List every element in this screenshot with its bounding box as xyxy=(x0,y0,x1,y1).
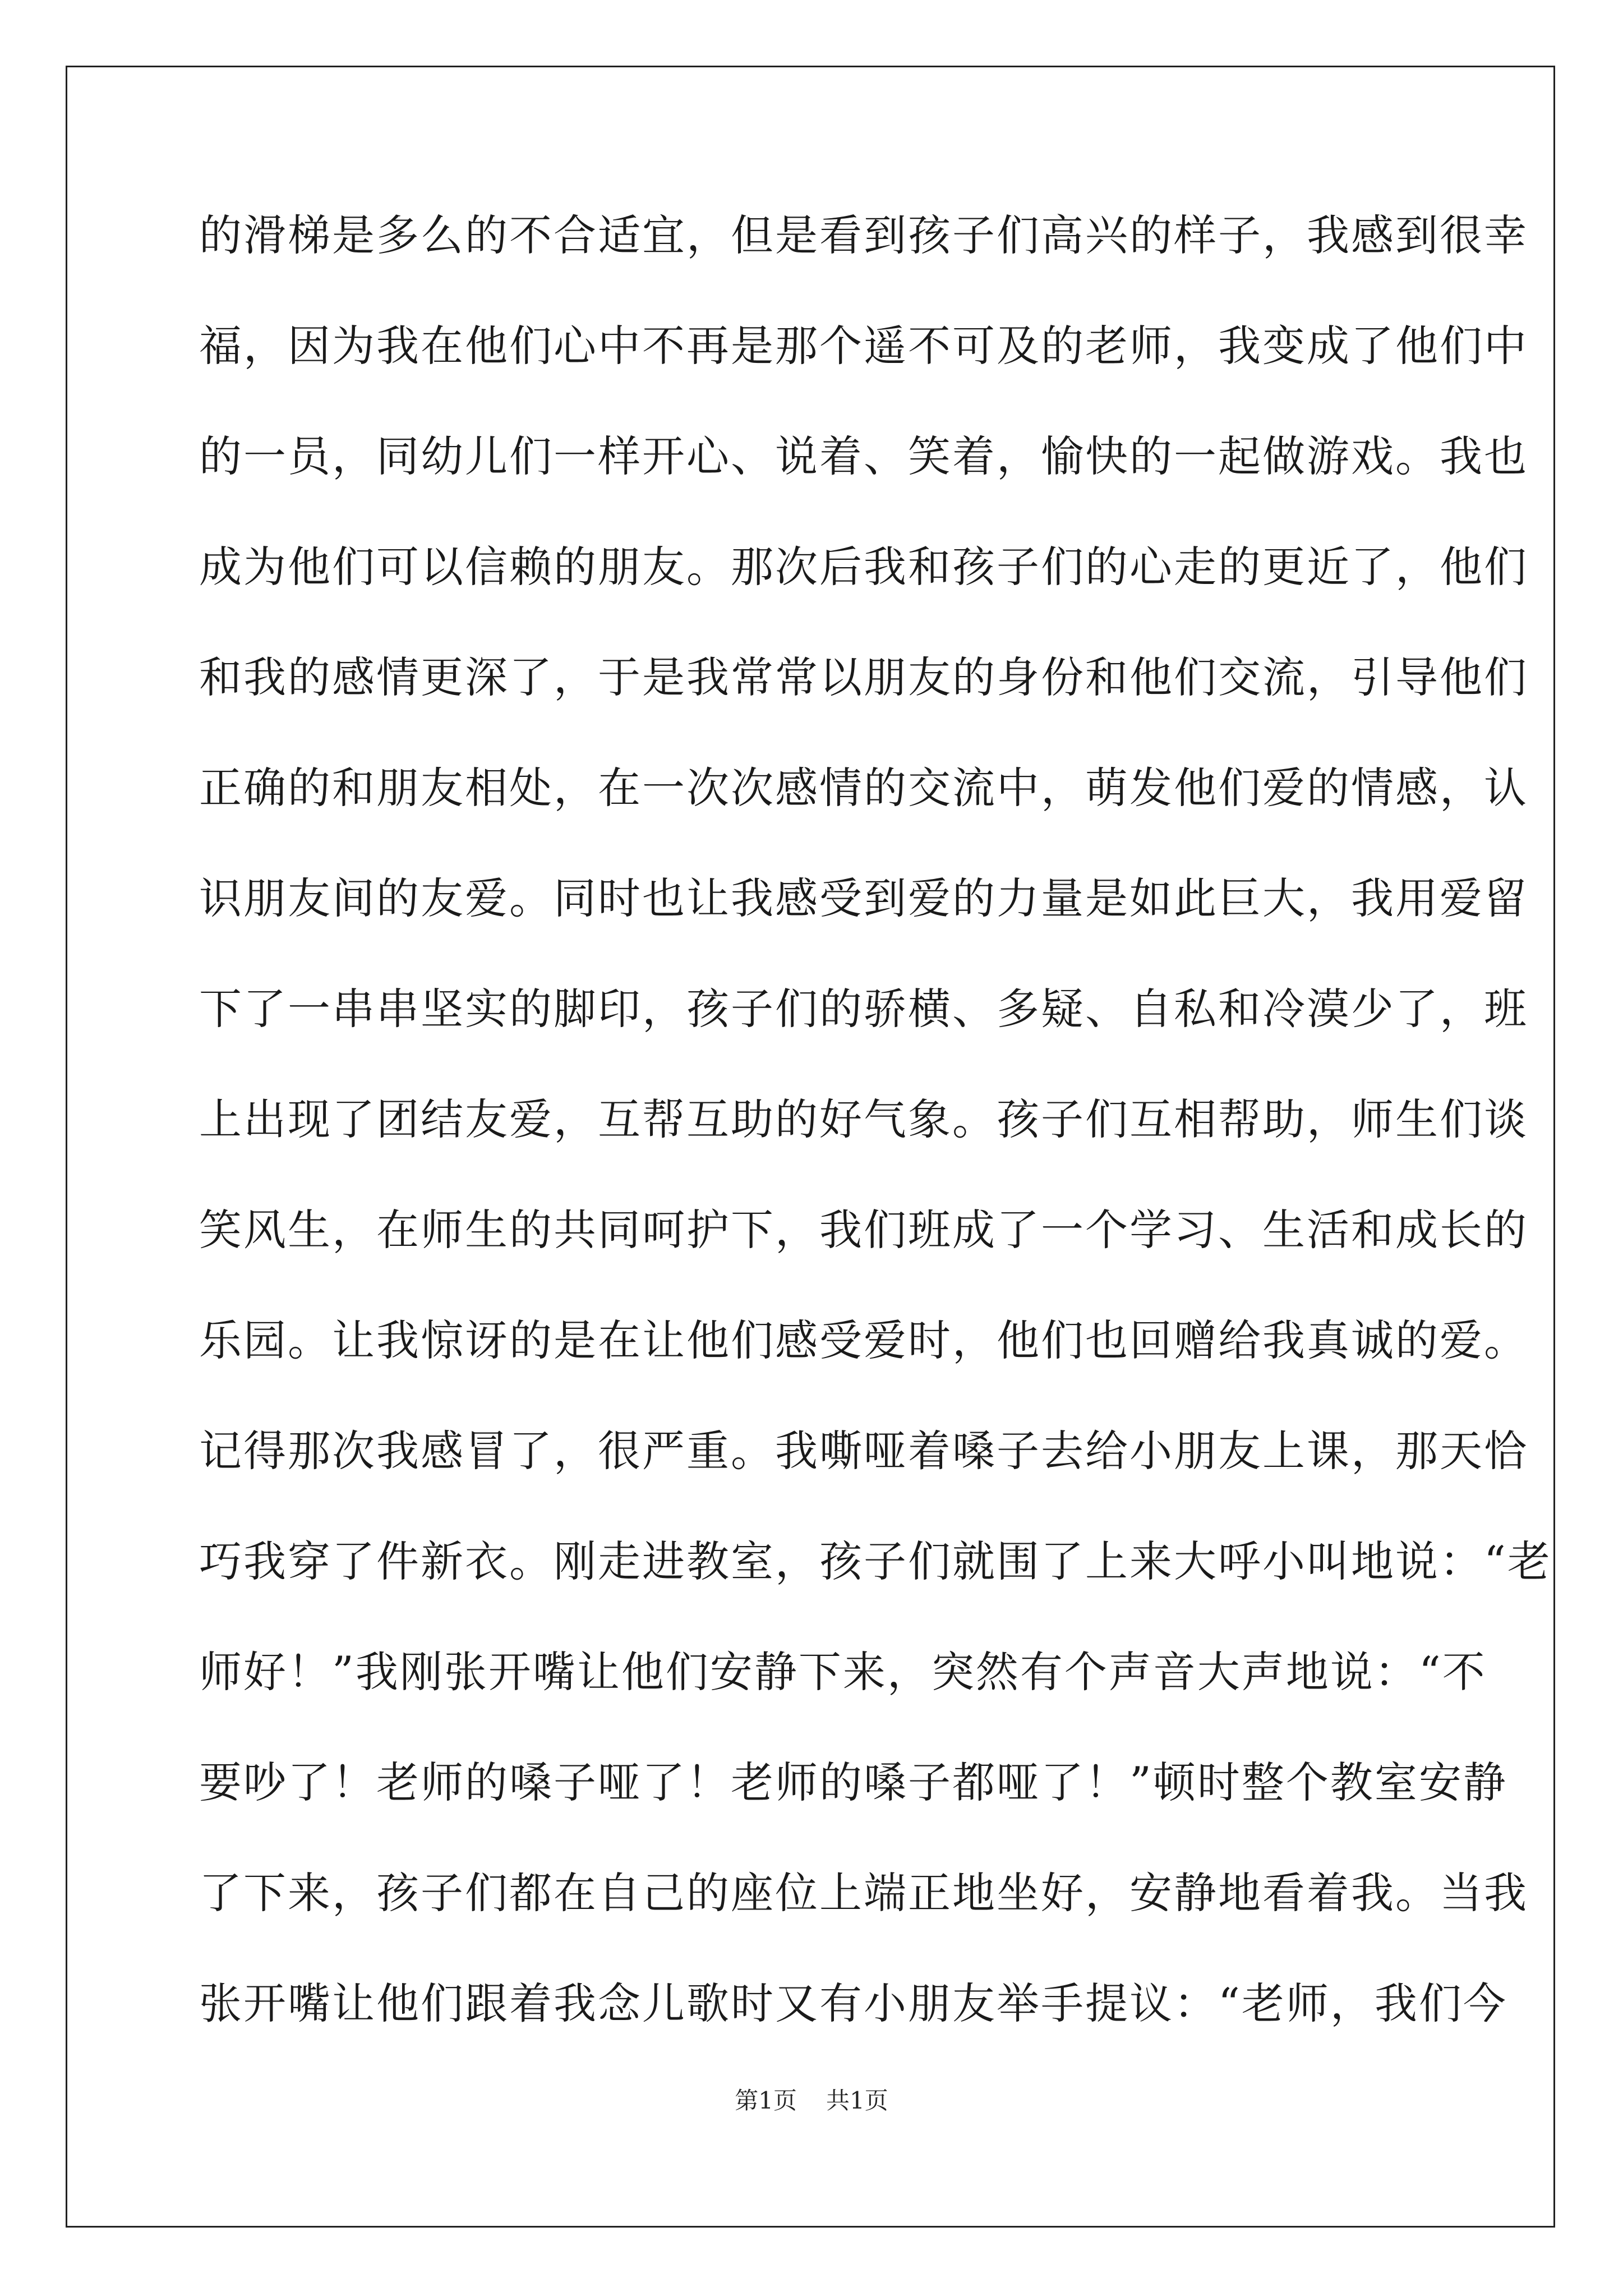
text-line: 的一员，同幼儿们一样开心、说着、笑着，愉快的一起做游戏。我也 xyxy=(199,431,1528,481)
text-line: 下了一串串坚实的脚印，孩子们的骄横、多疑、自私和冷漠少了，班 xyxy=(199,984,1528,1034)
text-line: 识朋友间的友爱。同时也让我感受到爱的力量是如此巨大，我用爱留 xyxy=(199,873,1528,923)
text-line: 成为他们可以信赖的朋友。那次后我和孩子们的心走的更近了，他们 xyxy=(199,542,1528,592)
text-line: 要吵了！老师的嗓子哑了！老师的嗓子都哑了！”顿时整个教室安静 xyxy=(199,1757,1507,1807)
body-text xyxy=(199,202,1552,2081)
text-line: 正确的和朋友相处，在一次次感情的交流中，萌发他们爱的情感，认 xyxy=(199,763,1528,813)
text-line: 和我的感情更深了，于是我常常以朋友的身份和他们交流，引导他们 xyxy=(199,652,1528,702)
text-line: 乐园。让我惊讶的是在让他们感受爱时，他们也回赠给我真诚的爱。 xyxy=(199,1315,1528,1365)
page-number-total: 共1页 xyxy=(826,2087,888,2114)
text-line: 张开嘴让他们跟着我念儿歌时又有小朋友举手提议：“老师，我们今 xyxy=(199,1978,1507,2028)
page-footer xyxy=(0,2084,1623,2118)
page-number-current: 第1页 xyxy=(735,2087,797,2114)
text-line: 了下来，孩子们都在自己的座位上端正地坐好，安静地看着我。当我 xyxy=(199,1868,1528,1918)
text-line: 福，因为我在他们心中不再是那个遥不可及的老师，我变成了他们中 xyxy=(199,321,1528,371)
text-line: 笑风生，在师生的共同呵护下，我们班成了一个学习、生活和成长的 xyxy=(199,1205,1528,1255)
text-line: 的滑梯是多么的不合适宜，但是看到孩子们高兴的样子，我感到很幸 xyxy=(199,210,1528,260)
text-line: 记得那次我感冒了，很严重。我嘶哑着嗓子去给小朋友上课，那天恰 xyxy=(199,1426,1528,1476)
text-line: 巧我穿了件新衣。刚走进教室，孩子们就围了上来大呼小叫地说：“老 xyxy=(199,1536,1552,1586)
text-line: 师好！”我刚张开嘴让他们安静下来，突然有个声音大声地说：“不 xyxy=(199,1647,1487,1697)
text-line: 上出现了团结友爱，互帮互助的好气象。孩子们互相帮助，师生们谈 xyxy=(199,1094,1528,1144)
